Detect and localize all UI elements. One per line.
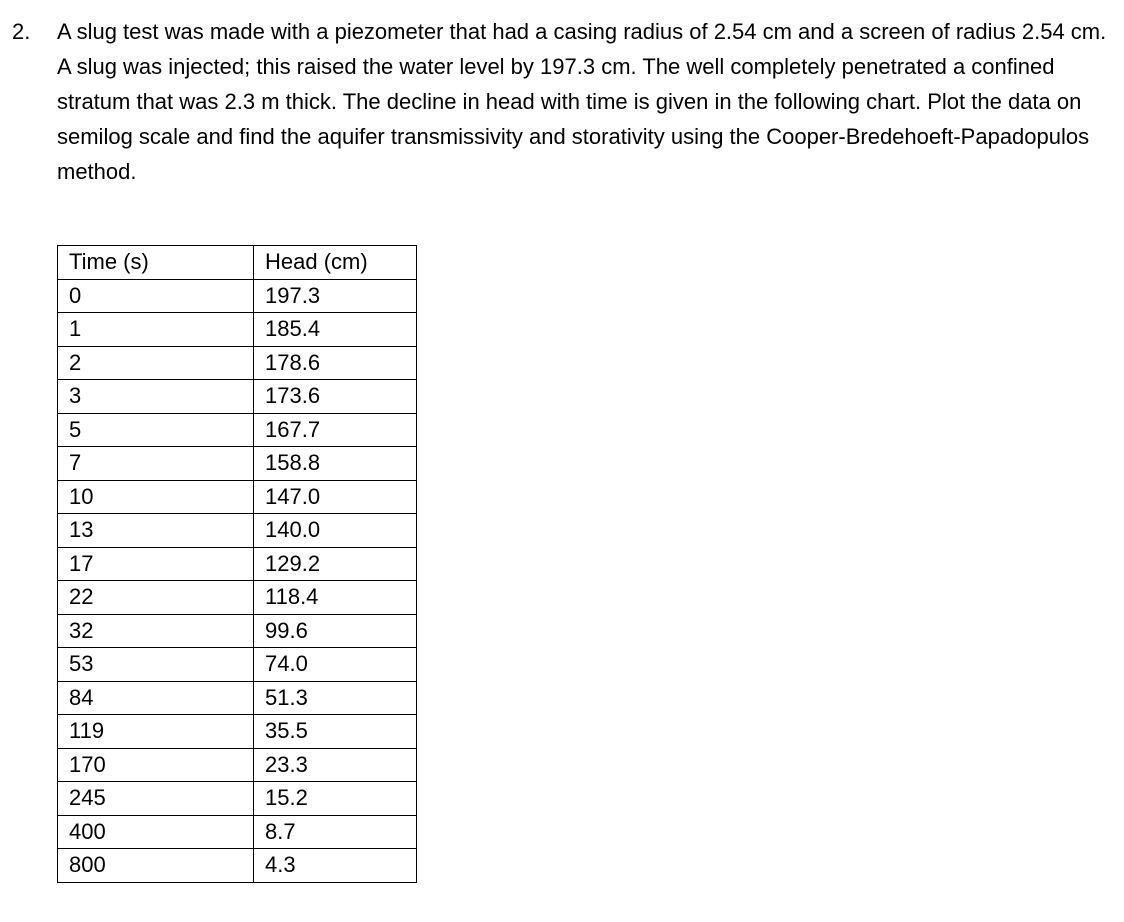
- table-row: [58, 547, 417, 581]
- table-row: [58, 514, 417, 548]
- time-cell: 22: [58, 581, 254, 615]
- time-cell: 5: [58, 413, 254, 447]
- table-row: [58, 279, 417, 313]
- time-cell: 84: [58, 681, 254, 715]
- head-cell: 197.3: [254, 279, 417, 313]
- head-cell: 15.2: [254, 782, 417, 816]
- table-row: [58, 681, 417, 715]
- head-cell: 173.6: [254, 380, 417, 414]
- head-cell: 8.7: [254, 815, 417, 849]
- table-row: [58, 346, 417, 380]
- problem-number: 2.: [12, 19, 31, 44]
- head-cell: 167.7: [254, 413, 417, 447]
- time-cell: 10: [58, 480, 254, 514]
- time-cell: 7: [58, 447, 254, 481]
- time-cell: 32: [58, 614, 254, 648]
- head-cell: 129.2: [254, 547, 417, 581]
- table-row: [58, 413, 417, 447]
- head-cell: 140.0: [254, 514, 417, 548]
- table-row: [58, 614, 417, 648]
- time-cell: 2: [58, 346, 254, 380]
- table-row: [58, 447, 417, 481]
- head-cell: 23.3: [254, 748, 417, 782]
- head-cell: 51.3: [254, 681, 417, 715]
- time-cell: 1: [58, 313, 254, 347]
- table-row: [58, 849, 417, 883]
- table-row: [58, 313, 417, 347]
- time-cell: 400: [58, 815, 254, 849]
- table-row: [58, 748, 417, 782]
- head-cell: 158.8: [254, 447, 417, 481]
- time-cell: 53: [58, 648, 254, 682]
- time-cell: 800: [58, 849, 254, 883]
- time-cell: 0: [58, 279, 254, 313]
- table-row: [58, 715, 417, 749]
- time-cell: 170: [58, 748, 254, 782]
- table-row: [58, 782, 417, 816]
- time-cell: 245: [58, 782, 254, 816]
- problem-statement: [12, 14, 1112, 189]
- head-decline-table: [57, 245, 417, 883]
- table-row: [58, 581, 417, 615]
- time-cell: 17: [58, 547, 254, 581]
- time-cell: 13: [58, 514, 254, 548]
- time-column-header: Time (s): [58, 246, 254, 280]
- head-cell: 147.0: [254, 480, 417, 514]
- head-cell: 99.6: [254, 614, 417, 648]
- head-cell: 35.5: [254, 715, 417, 749]
- table-row: [58, 480, 417, 514]
- head-column-header: Head (cm): [254, 246, 417, 280]
- head-cell: 74.0: [254, 648, 417, 682]
- time-cell: 119: [58, 715, 254, 749]
- table-row: [58, 380, 417, 414]
- table-row: [58, 648, 417, 682]
- time-cell: 3: [58, 380, 254, 414]
- problem-text: A slug test was made with a piezometer that had a casing radius of 2.54 cm and a screen of radius 2.54 cm. A slug was injected; this raised the water level by 197.3 cm. The well completely penetrated a confined stratum that was 2.3 m thick. The decline in head with time is given in the following chart. Plot the data on semilog scale and find the aquifer transmissivity and storativity using the Cooper-Bredehoeft-Papadopulos method.: [57, 19, 1107, 184]
- head-cell: 118.4: [254, 581, 417, 615]
- table-row: [58, 815, 417, 849]
- head-cell: 4.3: [254, 849, 417, 883]
- head-cell: 178.6: [254, 346, 417, 380]
- table-header-row: [58, 246, 417, 280]
- head-cell: 185.4: [254, 313, 417, 347]
- table-body: [58, 279, 417, 882]
